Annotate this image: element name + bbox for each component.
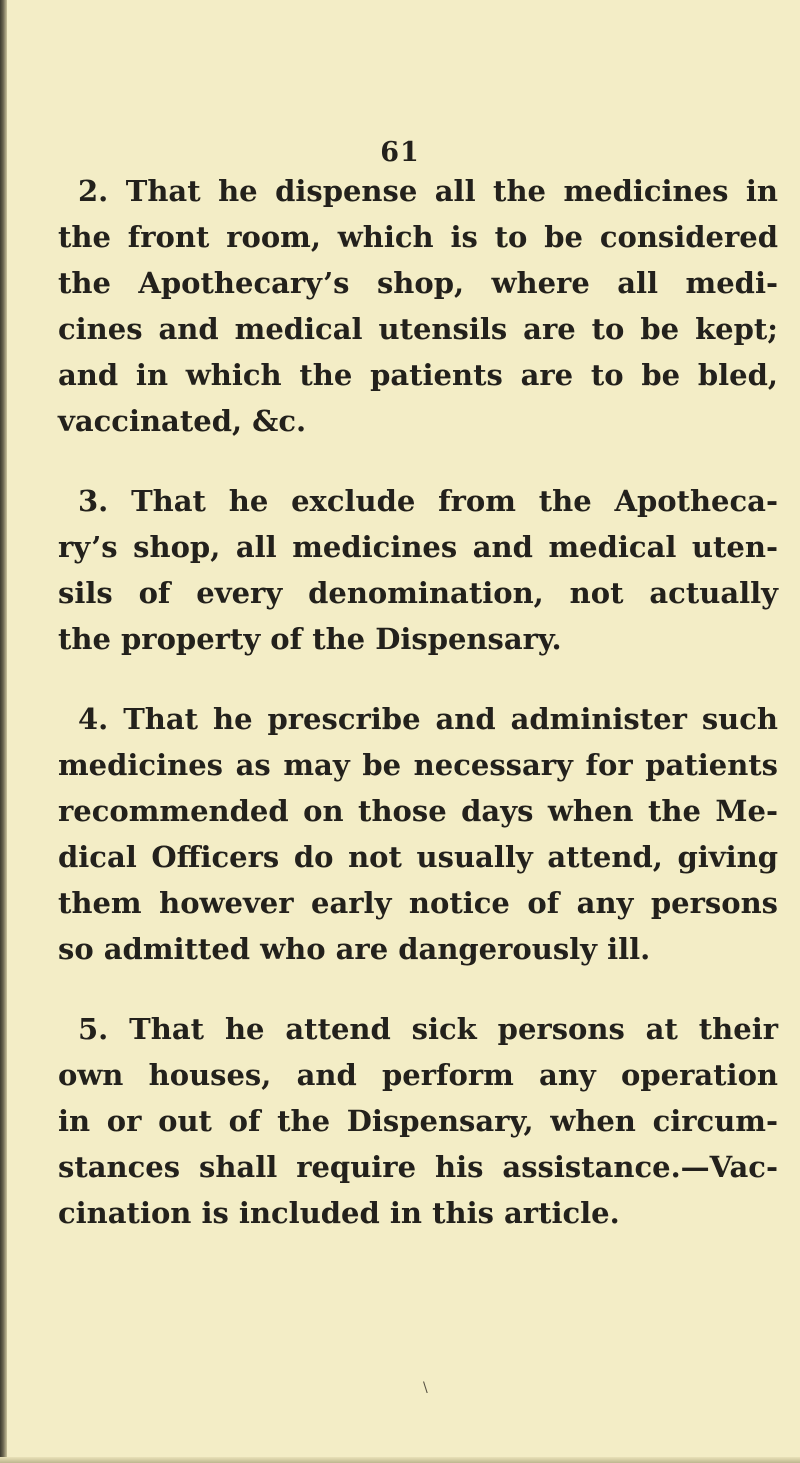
text-line: the Apothecary’s shop, where all medi-: [58, 266, 778, 300]
body-text: [58, 168, 778, 1270]
text-line: ry’s shop, all medicines and medical uten-: [58, 530, 778, 564]
paragraph-item-2: [58, 168, 778, 444]
paragraph-item-3: [58, 478, 778, 662]
page-number: 61: [380, 137, 420, 168]
page-bottom-edge: [0, 1457, 800, 1463]
text-line: cination is included in this article.: [58, 1196, 620, 1230]
text-line: dical Officers do not usually attend, giving: [58, 840, 778, 874]
paragraph-item-4: [58, 696, 778, 972]
text-line: medicines as may be necessary for patients: [58, 748, 778, 782]
paragraph-item-5: [58, 1006, 778, 1236]
text-line: recommended on those days when the Me-: [58, 794, 778, 828]
text-line: own houses, and perform any operation: [58, 1058, 778, 1092]
text-line: in or out of the Dispensary, when circum-: [58, 1104, 778, 1138]
text-line: stances shall require his assistance.—Vac-: [58, 1150, 778, 1184]
text-line: and in which the patients are to be bled,: [58, 358, 778, 392]
text-line: 5. That he attend sick persons at their: [78, 1012, 778, 1046]
page-binding-edge: [0, 0, 7, 1463]
text-line: so admitted who are dangerously ill.: [58, 932, 651, 966]
text-line: them however early notice of any persons: [58, 886, 778, 920]
text-line: the front room, which is to be considered: [58, 220, 778, 254]
text-line: vaccinated, &c.: [58, 404, 307, 438]
text-line: 2. That he dispense all the medicines in: [78, 174, 778, 208]
text-line: cines and medical utensils are to be kept;: [58, 312, 778, 346]
text-line: the property of the Dispensary.: [58, 622, 562, 656]
text-line: 4. That he prescribe and administer such: [78, 702, 778, 736]
text-line: sils of every denomination, not actually: [58, 576, 778, 610]
stray-ink-mark: \: [423, 1380, 428, 1396]
text-line: 3. That he exclude from the Apotheca-: [78, 484, 778, 518]
